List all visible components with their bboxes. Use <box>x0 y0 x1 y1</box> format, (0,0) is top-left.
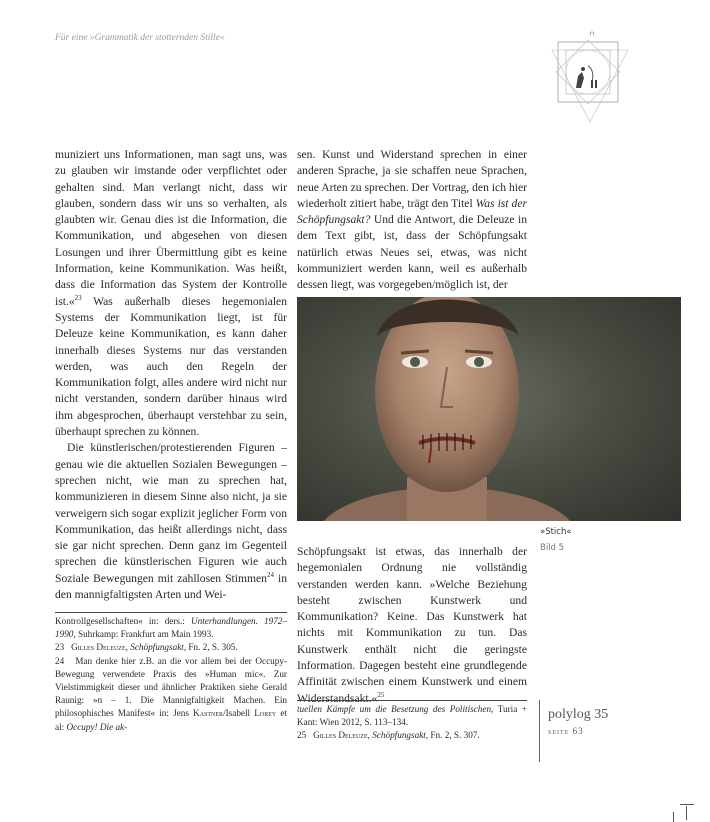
paragraph-2: Die künstlerischen/protestierenden Figuren – genau wie die aktuellen Sozialen Bewegungen – sprechen nicht, wie man zu sprechen hat, kommunizieren in diesem Sinne also nicht, ja sie verweigern sich sogar explizit jeglicher Form von Kommunikation, das heißt allerdings nicht, dass sie gar nicht sprechen. Denn ganz im Gegenteil sprechen die künstlerischen Figuren wie auch Soziale Bewegungen mit zahllosen Stimmen$^{24}$ in den mannigfaltigsten Arten und Wei- <box>55 441 287 602</box>
footnote-ref-23[interactable]: 23 <box>74 293 82 302</box>
footer-rule <box>539 700 540 762</box>
paragraph-1: muniziert uns Informationen, man sagt uns, was zu glauben wir imstande oder verpflichtet oder gehalten sind. Man verlangt nicht, dass wir glauben, sondern dass wir uns so verhalten, als glaubten wir. Genau dies ist die Information, die Kommunikation, und abgesehen von diesen Losungen und ihrer Übermittlung gibt es keine Information, keine Kommunikation. Was heißt, dass die Information das System der Kontrolle ist.«$^{23}$ Was außerhalb dieses hegemonialen Systems der Kommunikation liegt, ist für Deleuze keine Kommunikation, es kann daher innerhalb dieses Systems nur das verstanden werden, was auch den Regeln der Kommunikation folgt, alles andere wird nicht nur nicht verstanden, sondern darüber hinaus wird ihm abgesprochen, überhaupt verstehbar zu sein, überhaupt sprechen zu können. <box>55 148 287 439</box>
crop-mark-v2 <box>673 812 674 822</box>
left-column <box>55 147 287 603</box>
paragraph-4: Schöpfungsakt ist etwas, das innerhalb der hegemonialen Ordnung nie vollständig verstanden werden kann. »Welche Beziehung besteht zwischen Kunstwerk und Kommunikation? Keine. Das Kunstwerk hat nichts mit Kommunikation zu tun. Das Kunstwerk enthält nicht die geringste Information. Dagegen besteht eine grundlegende Affinität zwischen einem Kunstwerk und einem Widerstandsakt.«$^{25}$ <box>297 545 527 705</box>
footnote-ref-25[interactable]: 25 <box>377 690 385 699</box>
right-column-bottom <box>297 544 527 707</box>
polylog-emblem-icon <box>548 30 634 126</box>
footnote-continuation: Kontrollgesellschaften« in: ders.: Unterhandlungen. 1972–1990, Suhrkamp: Frankfurt am Main 1993. <box>55 616 287 640</box>
journal-brand: polylog 35 <box>548 707 609 722</box>
portrait-illustration <box>297 297 681 521</box>
footnotes-left <box>55 612 287 734</box>
footnote-ref-24[interactable]: 24 <box>266 570 274 579</box>
footnote-23: 23 Gilles Deleuze, Schöpfungsakt, Fn. 2, S. 305. <box>55 642 238 653</box>
paragraph-3: sen. Kunst und Widerstand sprechen in einer anderen Sprache, ja sie schaffen neue Sprachen, neue Arten zu sprechen. Der Vortrag, den ich hier wiederholt zitiert habe, trägt den Titel Was ist der Schöpfungsakt? Und die Antwort, die Deleuze in dem Text gibt, ist, dass der Schöpfungsakt natürlich etwas Neues sei, etwas, was nicht kommuniziert werden kann, weil es außerhalb dessen liegt, was vorgegeben/möglich ist, der <box>297 148 527 292</box>
footnote-24: 24 Man denke hier z.B. an die vor allem bei der Occupy-Bewegung verwendete Praxis des »Human mic«. Zur Vielstimmigkeit dieser und ähnlicher Praktiken siehe Gerald Raunig: »n – 1. Die Mannigfaltigkeit Machen. Ein philosophisches Manifest« in: Jens Kastner/Isabell Lorey et al: Occupy! Die ak- <box>55 655 288 732</box>
running-head: Für eine »Grammatik der stotternden Stille« <box>55 33 225 43</box>
footnote-24-continuation: tuellen Kämpfe um die Besetzung des Politischen, Turia + Kant: Wien 2012, S. 113–134. <box>297 704 527 728</box>
right-column-top <box>297 147 527 294</box>
figure-caption-title: »Stich« <box>540 527 572 537</box>
figure-photo-stich <box>297 297 681 521</box>
page-number: seite 63 <box>548 726 584 736</box>
footnotes-right <box>297 700 527 743</box>
footnote-25: 25 Gilles Deleuze, Schöpfungsakt, Fn. 2, S. 307. <box>297 730 480 741</box>
crop-mark-h <box>680 804 694 805</box>
crop-mark-v <box>686 806 687 820</box>
figure-caption-number: Bild 5 <box>540 543 565 553</box>
logo-mark: ∩ <box>589 30 595 38</box>
